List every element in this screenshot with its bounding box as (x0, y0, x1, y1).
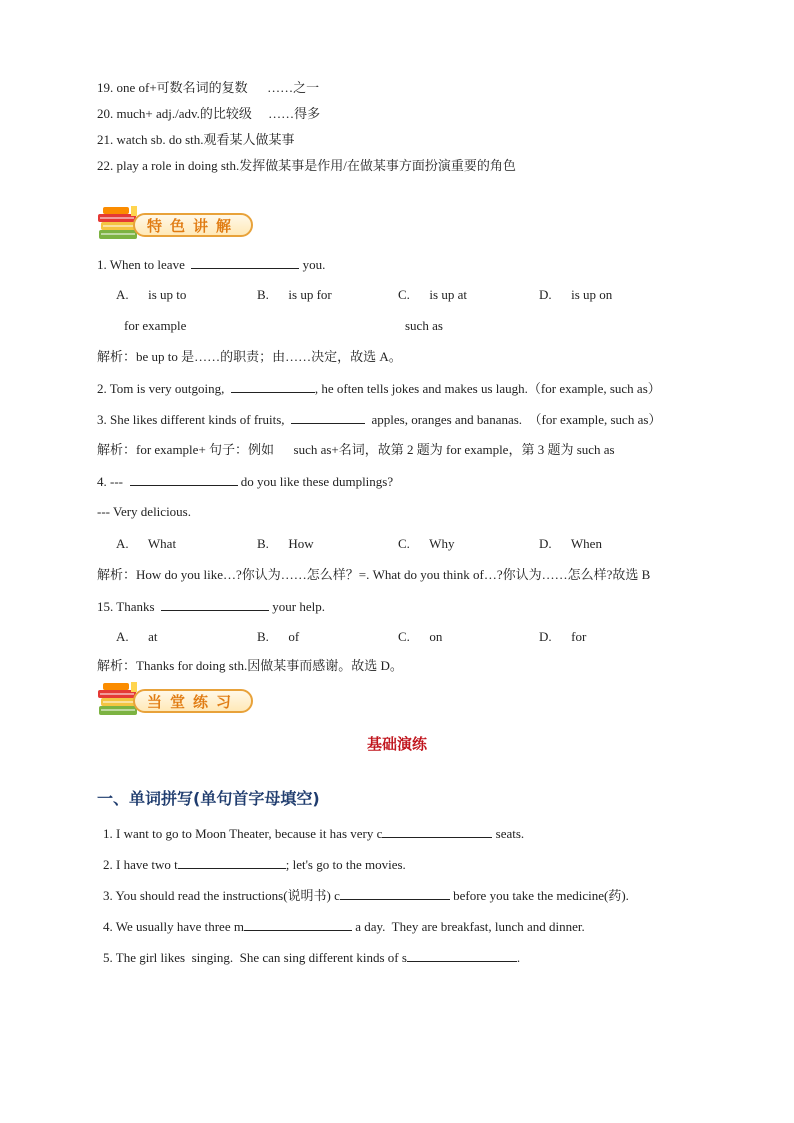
banner-title: 特色讲解 (146, 217, 239, 235)
exercise-5: 5. The girl likes singing. She can sing different kinds of s . (103, 950, 521, 965)
exercise-2: 2. I have two t ; let's go to the movies. (103, 857, 406, 872)
vocab-19: 19. one of+可数名词的复数 ……之一 (97, 80, 320, 95)
q15-analysis: 解析：Thanks for doing sth.因做某事而感谢。故选 D。 (97, 658, 403, 673)
q1-analysis: 解析：be up to 是……的职责；由……决定，故选 A。 (97, 349, 402, 364)
q1-option-b[interactable]: B. is up for (257, 287, 332, 302)
exercise-1: 1. I want to go to Moon Theater, because it has very c seats. (103, 826, 525, 841)
practice-title: 基础演练 (366, 735, 427, 753)
q4-option-a[interactable]: A. What (116, 536, 177, 551)
banner-title: 当堂练习 (146, 693, 239, 711)
q4-option-b[interactable]: B. How (257, 536, 314, 551)
question-15: 15. Thanks your help. (97, 599, 326, 614)
question-1: 1. When to leave you. (97, 257, 326, 272)
q1-note-left: for example (124, 318, 187, 333)
vocab-22: 22. play a role in doing sth.发挥做某事是作用/在做某事方面扮演重要的角色 (97, 158, 516, 173)
q15-option-b[interactable]: B. of (257, 629, 300, 644)
section-banner-practice (95, 680, 260, 720)
q1-option-d[interactable]: D. is up on (539, 287, 613, 302)
question-2: 2. Tom is very outgoing, , he often tells jokes and makes us laugh.（for example, such as） (97, 381, 661, 396)
question-3: 3. She likes different kinds of fruits, apples, oranges and bananas. （for example, such as） (97, 412, 662, 427)
q23-analysis: 解析：for example+ 句子：例如 such as+名词，故第 2 题为 for example，第 3 题为 such as (97, 442, 615, 457)
q4-option-d[interactable]: D. When (539, 536, 602, 551)
vocab-20: 20. much+ adj./adv.的比较级 ……得多 (97, 106, 321, 121)
exercise-3: 3. You should read the instructions(说明书) c before you take the medicine(药). (103, 888, 629, 903)
q1-note-right: such as (405, 318, 443, 333)
q15-option-c[interactable]: C. on (398, 629, 443, 644)
vocab-21: 21. watch sb. do sth.观看某人做某事 (97, 132, 295, 147)
q4-answer: --- Very delicious. (97, 504, 191, 519)
section-heading: 一、单词拼写(单句首字母填空) (97, 789, 320, 808)
q15-option-a[interactable]: A. at (116, 629, 158, 644)
q4-option-c[interactable]: C. Why (398, 536, 455, 551)
q1-option-c[interactable]: C. is up at (398, 287, 467, 302)
exercise-4: 4. We usually have three m a day. They are breakfast, lunch and dinner. (103, 919, 585, 934)
q4-analysis: 解析：How do you like…?你认为……怎么样？=. What do you think of…?你认为……怎么样?故选 B (97, 567, 651, 582)
q15-option-d[interactable]: D. for (539, 629, 587, 644)
section-banner-features (95, 204, 260, 244)
q1-option-a[interactable]: A. is up to (116, 287, 187, 302)
question-4: 4. --- do you like these dumplings? (97, 474, 394, 489)
